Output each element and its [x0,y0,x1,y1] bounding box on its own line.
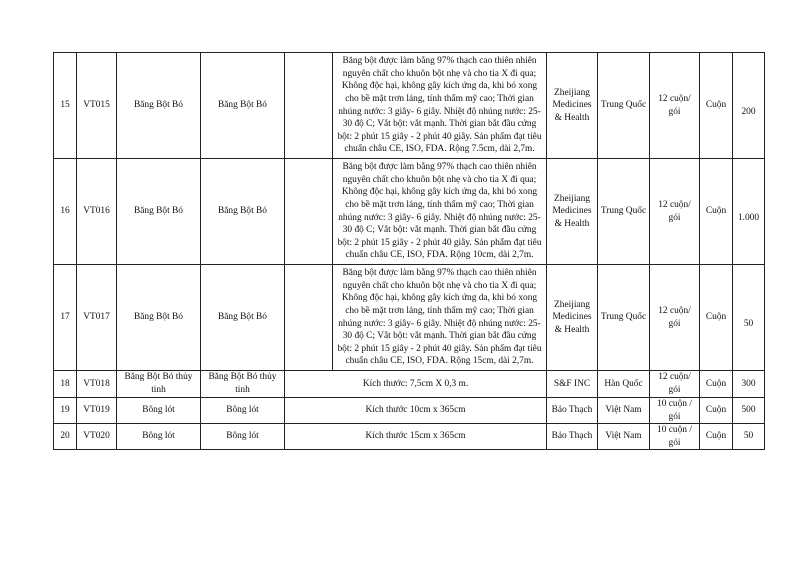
item-trade-name: Băng Bột Bó thủy tinh [201,371,285,398]
item-origin: Trung Quốc [598,159,650,265]
item-code: VT016 [77,159,117,265]
item-name: Băng Bột Bó [117,159,201,265]
row-number: 19 [54,398,77,424]
item-packaging: 12 cuộn/ gói [650,265,700,371]
item-code: VT017 [77,265,117,371]
item-manufacturer: Zheijiang Medicines & Health [547,159,598,265]
item-quantity [733,265,765,371]
item-origin: Trung Quốc [598,265,650,371]
item-trade-name: Băng Bột Bó [201,265,285,371]
item-packaging: 10 cuộn / gói [650,424,700,450]
table-row [54,159,765,265]
item-code: VT020 [77,424,117,450]
row-number: 16 [54,159,77,265]
item-description: Kích thước 15cm x 365cm [285,424,547,450]
item-name: Băng Bột Bó [117,265,201,371]
item-trade-name: Băng Bột Bó [201,53,285,159]
supplies-table [53,52,765,450]
item-quantity-value: 1.000 [737,213,760,224]
item-origin: Việt Nam [598,398,650,424]
item-trade-name: Bông lót [201,398,285,424]
item-packaging: 10 cuộn / gói [650,398,700,424]
item-manufacturer: Bảo Thạch [547,398,598,424]
row-number: 15 [54,53,77,159]
item-origin: Việt Nam [598,424,650,450]
row-number: 18 [54,371,77,398]
item-description: Băng bột được làm bằng 97% thạch cao thiên nhiên nguyên chất cho khuôn bột nhẹ và cho tia X đi qua; Không độc hại, không gây kích ứng da, khi bó xong cho bề mặt trơn láng, tính thẩm mỹ cao; Thời gian nhúng nước: 3 giây- 6 giây. Nhiệt độ nhúng nước: 25-30 độ C; Vắt bột: vắt mạnh. Thời gian bắt đầu cứng bột: 2 phút 15 giây - 2 phút 40 giây. Sản phẩm đạt tiêu chuẩn châu CE, ISO, FDA. Rộng 15cm, dài 2,7m. [333,265,547,371]
item-trade-name: Bông lót [201,424,285,450]
item-packaging: 12 cuộn/ gói [650,371,700,398]
item-quantity: 300 [733,371,765,398]
item-unit: Cuộn [700,424,733,450]
item-spec [285,265,333,371]
item-origin: Hàn Quốc [598,371,650,398]
table-row [54,265,765,371]
item-code: VT015 [77,53,117,159]
item-code: VT019 [77,398,117,424]
item-manufacturer: Zheijiang Medicines & Health [547,265,598,371]
item-trade-name: Băng Bột Bó [201,159,285,265]
item-manufacturer: Zheijiang Medicines & Health [547,53,598,159]
item-manufacturer: S&F INC [547,371,598,398]
row-number: 20 [54,424,77,450]
item-quantity: 50 [733,424,765,450]
table-row [54,424,765,450]
item-spec [285,159,333,265]
item-name: Bông lót [117,398,201,424]
item-origin: Trung Quốc [598,53,650,159]
item-unit: Cuộn [700,371,733,398]
item-name: Bông lót [117,424,201,450]
table-row [54,53,765,159]
item-packaging: 12 cuộn/ gói [650,53,700,159]
item-quantity [733,159,765,265]
item-code: VT018 [77,371,117,398]
item-unit: Cuộn [700,265,733,371]
table-row [54,371,765,398]
item-quantity [733,53,765,159]
item-name: Băng Bột Bó [117,53,201,159]
item-unit: Cuộn [700,53,733,159]
item-quantity-value: 50 [743,319,754,330]
row-number: 17 [54,265,77,371]
item-spec [285,53,333,159]
table-row [54,398,765,424]
item-description: Băng bột được làm bằng 97% thạch cao thiên nhiên nguyên chất cho khuôn bột nhẹ và cho tia X đi qua; Không độc hại, không gây kích ứng da, khi bó xong cho bề mặt trơn láng, tính thẩm mỹ cao; Thời gian nhúng nước: 3 giây- 6 giây. Nhiệt độ nhúng nước: 25-30 độ C; Vắt bột: vắt mạnh. Thời gian bắt đầu cứng bột: 2 phút 15 giây - 2 phút 40 giây. Sản phẩm đạt tiêu chuẩn châu CE, ISO, FDA. Rộng 7.5cm, dài 2,7m. [333,53,547,159]
item-packaging: 12 cuộn/ gói [650,159,700,265]
item-unit: Cuộn [700,159,733,265]
item-unit: Cuộn [700,398,733,424]
item-manufacturer: Bảo Thạch [547,424,598,450]
item-quantity-value: 200 [741,107,756,118]
item-quantity: 500 [733,398,765,424]
item-name: Băng Bột Bó thủy tinh [117,371,201,398]
item-description: Kích thước 10cm x 365cm [285,398,547,424]
item-description: Kích thước: 7,5cm X 0,3 m. [285,371,547,398]
item-description: Băng bột được làm bằng 97% thạch cao thiên nhiên nguyên chất cho khuôn bột nhẹ và cho tia X đi qua; Không độc hại, không gây kích ứng da, khi bó xong cho bề mặt trơn láng, tính thẩm mỹ cao; Thời gian nhúng nước: 3 giây- 6 giây. Nhiệt độ nhúng nước: 25-30 độ C; Vắt bột: vắt mạnh. Thời gian bắt đầu cứng bột: 2 phút 15 giây - 2 phút 40 giây. Sản phẩm đạt tiêu chuẩn châu CE, ISO, FDA. Rộng 10cm, dài 2,7m. [333,159,547,265]
